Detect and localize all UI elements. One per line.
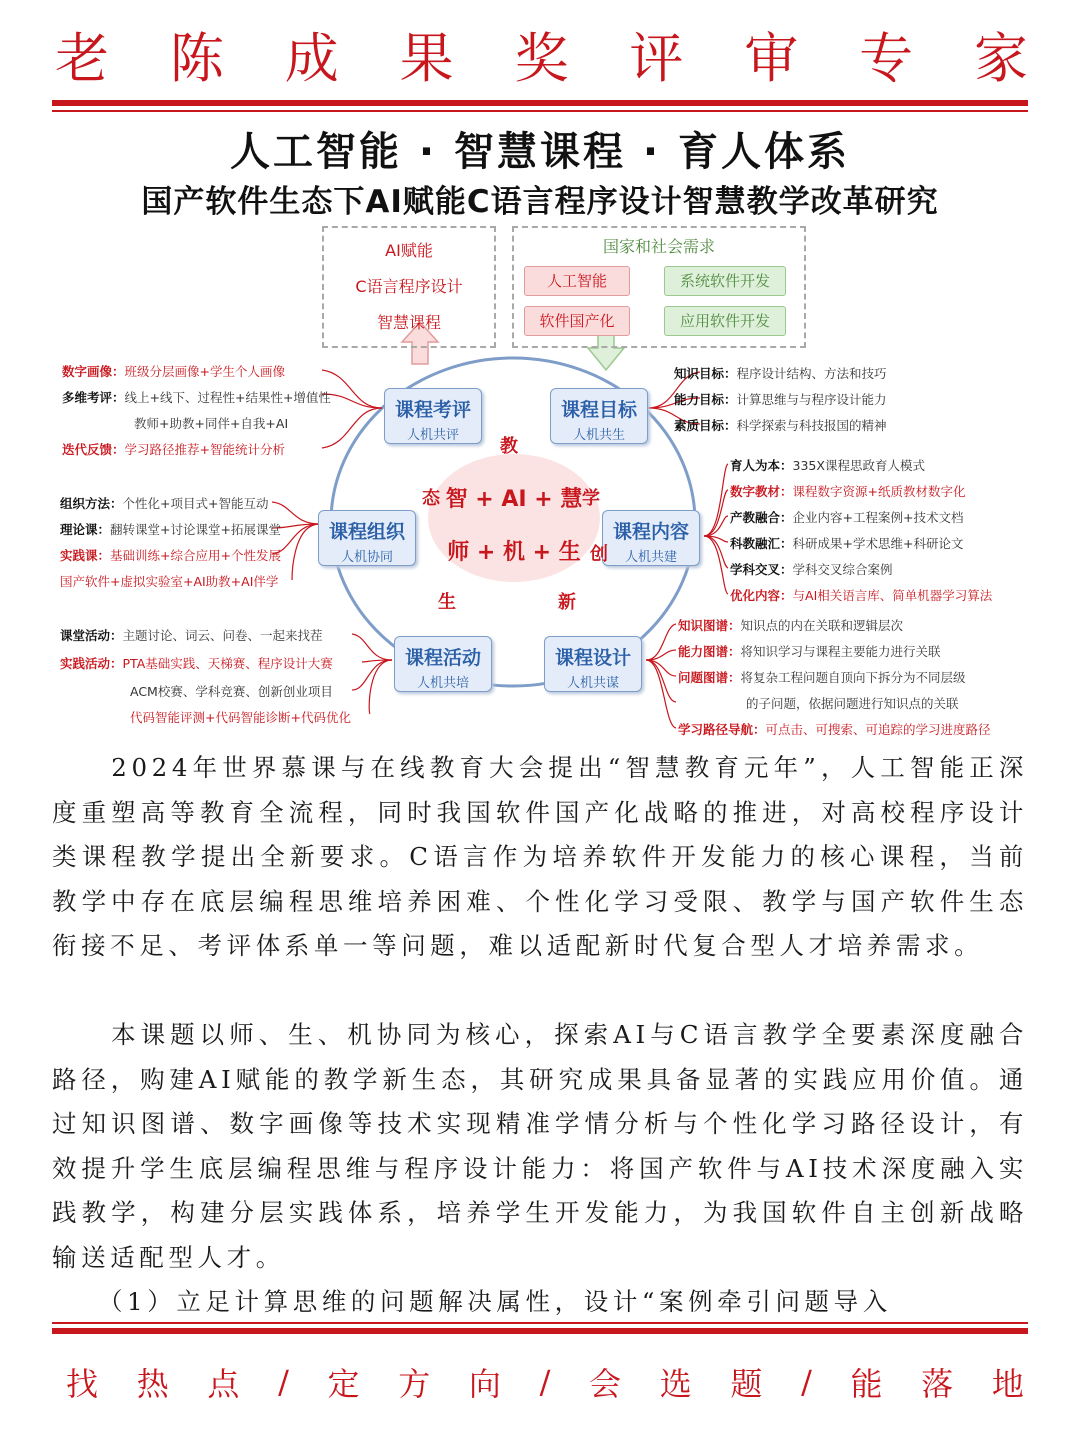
design-item: 问题图谱：将复杂工程问题自顶向下拆分为不同层级 — [678, 670, 966, 685]
footer-char: 方 — [398, 1365, 431, 1403]
org-item: 理论课：翻转课堂+讨论课堂+拓展课堂 — [60, 522, 281, 537]
ring-word: 生 — [438, 592, 456, 613]
org-item: 实践课：基础训练+综合应用+个性发展 — [60, 548, 281, 563]
center-row-1: 智 + AI + 慧 — [445, 487, 583, 512]
footer-char: / — [801, 1363, 812, 1401]
eval-item: 多维考评：线上+线下、过程性+结果性+增值性 — [62, 390, 331, 405]
demand-app-software: 应用软件开发 — [664, 306, 786, 336]
node-course-eval — [384, 388, 482, 444]
node-title: 课程活动 — [404, 647, 481, 669]
top-rule-thick — [52, 100, 1028, 106]
activity-item: ACM校赛、学科竞赛、创新创业项目 — [130, 684, 333, 699]
demand-ai: 人工智能 — [524, 266, 630, 296]
activity-item: 课堂活动：主题讨论、词云、问卷、一起来找茬 — [60, 628, 323, 643]
ring-word: 教 — [500, 436, 518, 457]
footer-char: 落 — [921, 1365, 954, 1403]
node-sub: 人机共建 — [624, 550, 677, 565]
eval-item: 教师+助教+同伴+自我+AI — [134, 416, 289, 431]
node-course-org — [318, 510, 416, 566]
demand-title: 国家和社会需求 — [602, 237, 715, 256]
node-title: 课程目标 — [560, 399, 637, 421]
content-item: 产教融合：企业内容+工程案例+技术文档 — [730, 510, 964, 525]
content-item: 科教融汇：科研成果+学术思维+科研论文 — [730, 536, 964, 551]
goal-item: 素质目标：科学探索与科技报国的精神 — [674, 418, 887, 433]
design-item: 知识图谱：知识点的内在关联和逻辑层次 — [678, 618, 904, 633]
footer-char: 找 — [66, 1365, 99, 1403]
footer-char: / — [278, 1363, 289, 1401]
sub-title: 国产软件生态下AI赋能C语言程序设计智慧教学改革研究 — [141, 184, 939, 220]
footer-char: / — [539, 1363, 551, 1401]
footer-slogan — [0, 1350, 1080, 1414]
ring-word: 态 — [422, 488, 440, 509]
content-item: 育人为本：335X课程思政育人模式 — [730, 458, 925, 473]
content-item: 数字教材：课程数字资源+纸质教材数字化 — [730, 484, 966, 499]
ring-word: 学 — [582, 488, 600, 509]
design-item: 的子问题，依据问题进行知识点的关联 — [746, 696, 959, 711]
goal-item: 能力目标：计算思维与与程序设计能力 — [674, 392, 887, 407]
center-core — [428, 454, 600, 582]
content-item: 学科交叉：学科交叉综合案例 — [730, 562, 893, 577]
footer-char: 会 — [589, 1365, 622, 1403]
footer-char: 题 — [730, 1365, 763, 1403]
design-item: 能力图谱：将知识学习与课程主要能力进行关联 — [678, 644, 941, 659]
node-sub: 人机共培 — [416, 676, 469, 691]
box-line-ai: AI赋能 — [385, 241, 433, 260]
paragraph-1: 2024年世界慕课与在线教育大会提出“智慧教育元年”，人工智能正深度重塑高等教育全流程，同时我国软件国产化战略的推进，对高校程序设计类课程教学提出全新要求。C语言作为培养软件开发能力的核心课程，当前教学中存在底层编程思维培养困难、个性化学习受限、教学与国产软件生态衔接不足、考评体系单一等问题，难以适配新时代复合型人才培养需求。 — [52, 753, 1028, 960]
eval-item: 迭代反馈：学习路径推荐+智能统计分析 — [62, 442, 285, 457]
banner-char: 成 — [284, 26, 339, 90]
demand-system-software: 系统软件开发 — [664, 266, 786, 296]
bottom-rule-thick — [52, 1328, 1028, 1334]
center-row-2: 师 + 机 + 生 — [447, 540, 581, 565]
node-title: 课程组织 — [328, 521, 405, 543]
activity-item: 实践活动：PTA基础实践、天梯赛、程序设计大赛 — [60, 656, 333, 671]
bottom-rule-thin — [52, 1322, 1028, 1324]
footer-char: 定 — [327, 1365, 360, 1403]
node-title: 课程内容 — [612, 521, 689, 543]
node-title: 课程设计 — [554, 647, 631, 669]
banner-char: 陈 — [169, 26, 224, 90]
banner-char: 专 — [859, 26, 914, 90]
demand-box — [512, 226, 806, 348]
box-line-smart: 智慧课程 — [376, 313, 441, 332]
top-rule-thin — [52, 110, 1028, 112]
footer-char: 选 — [659, 1365, 692, 1403]
node-sub: 人机共谋 — [566, 676, 619, 691]
node-course-activity — [394, 636, 492, 692]
paragraph-2: 本课题以师、生、机协同为核心，探索AI与C语言教学全要素深度融合路径，购建AI赋能的教学新生态，其研究成果具备显著的实践应用价值。通过知识图谱、数字画像等技术实现精准学情分析与个性化学习路径设计，有效提升学生底层编程思维与程序设计能力：将国产软件与AI技术深度融入实践教学，构建分层实践体系，培养学生开发能力，为我国软件自主创新战略输送适配型人才。 — [52, 1020, 1028, 1272]
footer-char: 地 — [991, 1365, 1024, 1403]
footer-char: 能 — [850, 1365, 883, 1403]
banner-char: 老 — [55, 26, 109, 90]
paragraph-3: （1）立足计算思维的问题解决属性，设计“案例牵引问题导入 — [52, 1287, 892, 1316]
org-item: 国产软件+虚拟实验室+AI助教+AI伴学 — [60, 574, 279, 589]
demand-localization: 软件国产化 — [524, 306, 630, 336]
node-sub: 人机共评 — [406, 428, 459, 443]
ai-course-box — [322, 226, 496, 348]
ring-word: 新 — [558, 592, 576, 613]
eval-item: 数字画像：班级分层画像+学生个人画像 — [62, 364, 285, 379]
framework-diagram — [52, 222, 1028, 742]
banner-char: 果 — [399, 26, 454, 90]
box-line-c: C语言程序设计 — [355, 277, 463, 296]
footer-char: 向 — [468, 1365, 501, 1403]
design-item: 学习路径导航：可点击、可搜索、可追踪的学习进度路径 — [678, 722, 991, 737]
footer-char: 点 — [207, 1365, 240, 1403]
org-item: 组织方法：个性化+项目式+智能互动 — [60, 496, 269, 511]
banner-char: 评 — [629, 26, 684, 90]
banner-char: 审 — [744, 26, 799, 90]
banner-title — [0, 14, 1080, 94]
ring-word: 创 — [590, 544, 608, 565]
banner-char: 奖 — [514, 26, 569, 90]
node-course-goal — [550, 388, 648, 444]
activity-item: 代码智能评测+代码智能诊断+代码优化 — [130, 710, 351, 725]
node-sub: 人机协同 — [340, 550, 393, 565]
node-sub: 人机共生 — [572, 428, 625, 443]
banner-char: 家 — [974, 26, 1028, 90]
node-title: 课程考评 — [394, 399, 471, 421]
goal-item: 知识目标：程序设计结构、方法和技巧 — [674, 366, 887, 381]
content-item: 优化内容：与AI相关语言库、简单机器学习算法 — [730, 588, 993, 603]
main-title: 人工智能 · 智慧课程 · 育人体系 — [229, 129, 851, 175]
node-course-design — [544, 636, 642, 692]
footer-char: 热 — [136, 1365, 169, 1403]
node-course-content — [602, 510, 700, 566]
